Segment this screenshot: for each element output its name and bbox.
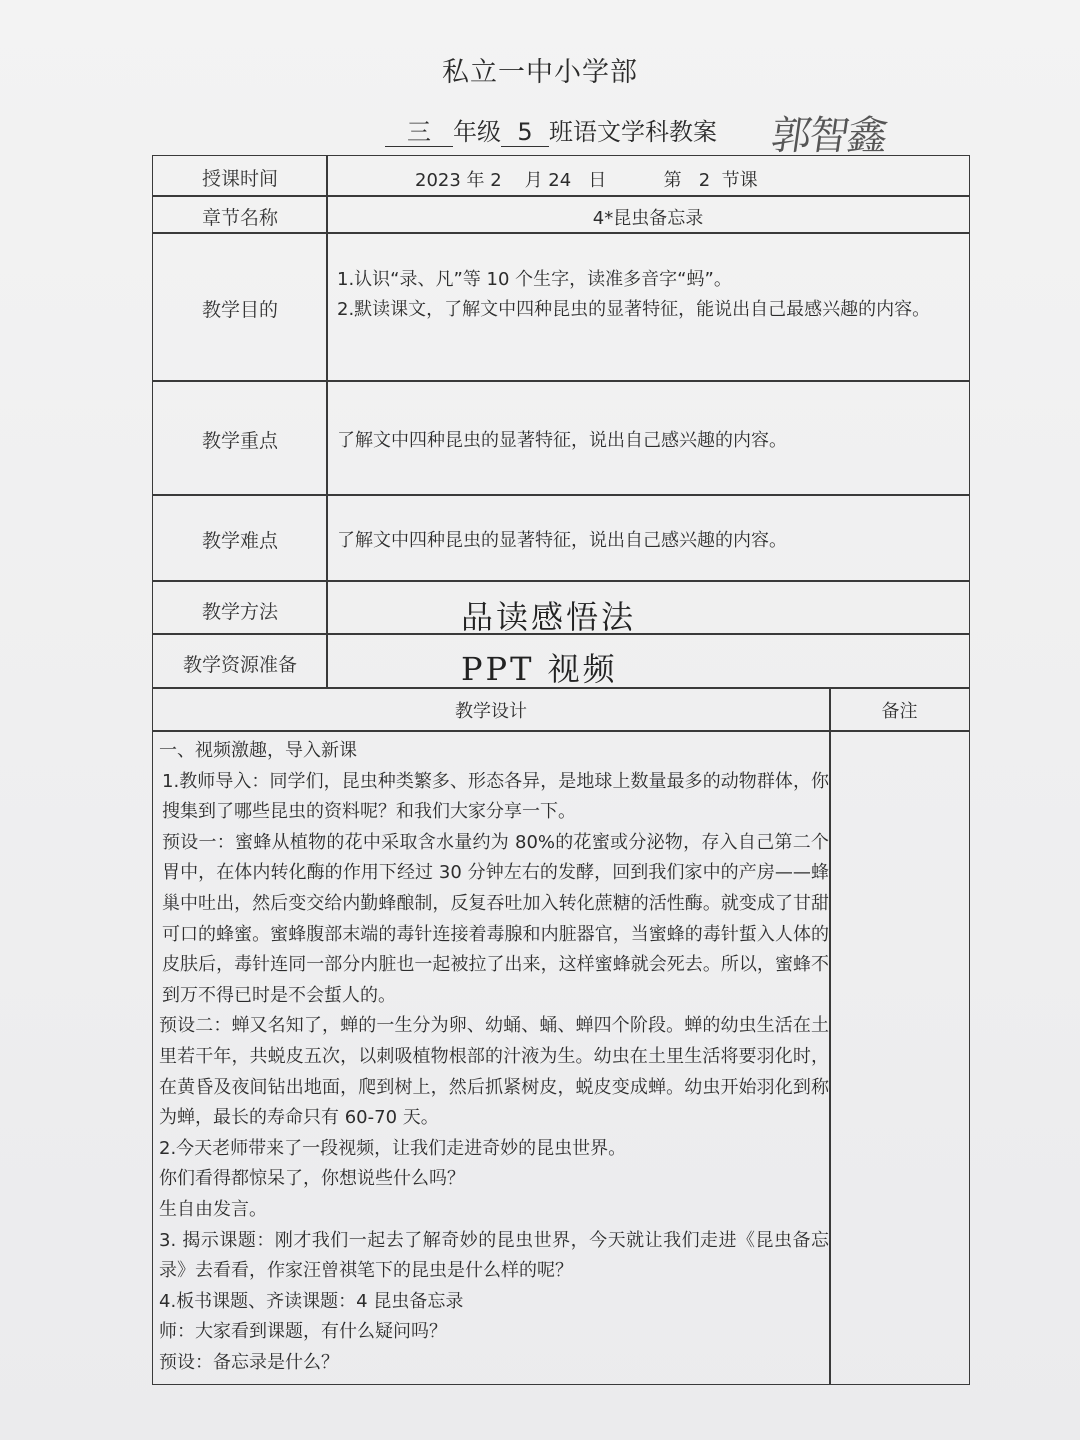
row-divider: [153, 380, 969, 382]
design-content: [159, 736, 829, 1378]
resources-handwritten: PPT 视频: [461, 650, 618, 688]
row-divider: [153, 232, 969, 234]
method-handwritten: 品读感悟法: [461, 598, 637, 636]
plan-subtitle: [385, 112, 717, 147]
grade-value: 三: [385, 118, 453, 147]
resources-label: 教学资源准备: [182, 654, 297, 676]
design-paragraph: 你们看得都惊呆了，你想说些什么吗？: [159, 1168, 465, 1190]
notes-column-divider: [829, 687, 831, 1384]
goals-label: 教学目的: [201, 299, 278, 321]
teacher-signature: 郭智鑫: [768, 113, 889, 159]
goals-value: [337, 265, 953, 325]
class-suffix: 班语文学科教案: [549, 118, 717, 146]
design-paragraph: 师：大家看到课题，有什么疑问吗？: [159, 1321, 447, 1343]
notes-header: 备注: [881, 701, 918, 722]
section-heading: 一、视频激趣，导入新课: [159, 740, 357, 761]
focus-label: 教学重点: [201, 430, 278, 452]
lesson-table: [152, 155, 970, 1385]
class-number: 5: [501, 118, 549, 147]
goal-item: 2.默读课文，了解文中四种昆虫的显著特征，能说出自己最感兴趣的内容。: [337, 299, 931, 320]
design-paragraph: 预设一：蜜蜂从植物的花中采取含水量约为 80%的花蜜或分泌物，存入自己第二个胃中，在体内转化酶的作用下经过 30 分钟左右的发酵，回到我们家中的产房——蜂巢中吐出，然后变交给内勤蜂酿制，反复吞吐加入转化蔗糖的活性酶。就变成了甘甜可口的蜂蜜。蜜蜂腹部末端的毒针连接着毒腺和内脏器官，当蜜蜂的毒针蜇入人体的皮肤后，毒针连同一部分内脏也一起被拉了出来，这样蜜蜂就会死去。所以，蜜蜂不到万不得已时是不会蜇人的。: [162, 831, 829, 1006]
difficulty-value: 了解文中四种昆虫的显著特征，说出自己感兴趣的内容。: [337, 530, 787, 551]
time-value: 2023 年 2 月 24 日 第 2 节课: [415, 170, 758, 191]
design-paragraph: 生自由发言。: [159, 1198, 267, 1220]
chapter-value: 4*昆虫备忘录: [592, 208, 704, 229]
grade-unit: 年级: [453, 118, 501, 146]
chapter-label: 章节名称: [201, 207, 278, 229]
design-header: 教学设计: [455, 701, 527, 722]
method-label: 教学方法: [201, 601, 278, 623]
design-paragraph: 4.板书课题、齐读课题：4 昆虫备忘录: [159, 1290, 464, 1312]
row-divider: [153, 730, 969, 732]
focus-value: 了解文中四种昆虫的显著特征，说出自己感兴趣的内容。: [337, 430, 787, 451]
row-divider: [153, 580, 969, 582]
design-paragraph: 3. 揭示课题：刚才我们一起去了解奇妙的昆虫世界，今天就让我们走进《昆虫备忘录》去看看，作家汪曾祺笔下的昆虫是什么样的呢？: [159, 1229, 829, 1282]
time-label: 授课时间: [201, 168, 278, 190]
design-paragraph: 预设二：蝉又名知了，蝉的一生分为卵、幼蛹、蛹、蝉四个阶段。蝉的幼虫生活在土里若干年，共蜕皮五次，以刺吸植物根部的汁液为生。幼虫在土里生活将要羽化时，在黄昏及夜间钻出地面，爬到树上，然后抓紧树皮，蜕皮变成蝉。幼虫开始羽化到称为蝉，最长的寿命只有 60-70 天。: [159, 1015, 829, 1129]
design-paragraph: 2.今天老师带来了一段视频，让我们走进奇妙的昆虫世界。: [159, 1137, 627, 1159]
school-title: 私立一中小学部: [442, 57, 638, 88]
difficulty-label: 教学难点: [201, 530, 278, 552]
row-divider: [153, 195, 969, 197]
design-paragraph: 预设：备忘录是什么？: [159, 1351, 339, 1373]
row-divider: [153, 494, 969, 496]
design-paragraph: 1.教师导入：同学们，昆虫种类繁多、形态各异，是地球上数量最多的动物群体，你搜集到了哪些昆虫的资料呢？和我们大家分享一下。: [162, 770, 829, 823]
goal-item: 1.认识“录、凡”等 10 个生字，读准多音字“蚂”。: [337, 269, 732, 290]
